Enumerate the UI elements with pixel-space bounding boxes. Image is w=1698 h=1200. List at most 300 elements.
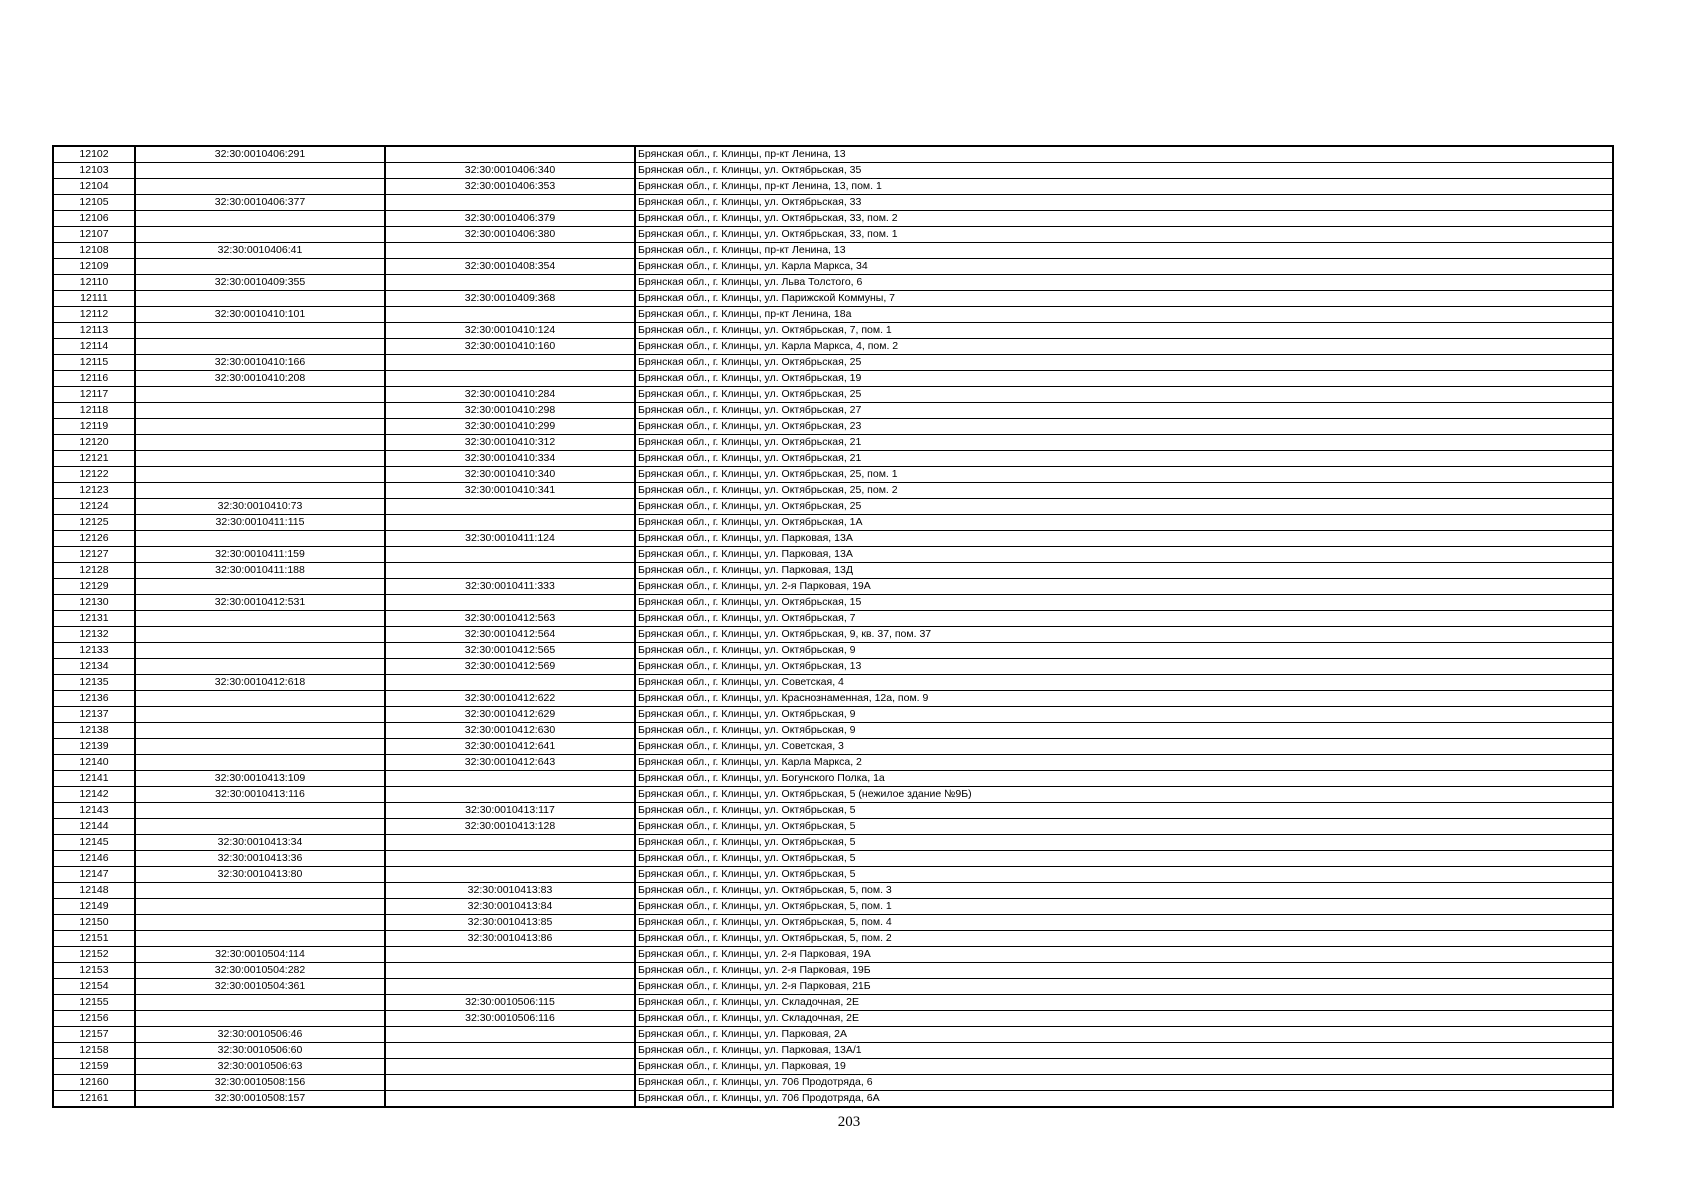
table-row	[53, 947, 1613, 963]
table-row	[53, 403, 1613, 419]
row-number-cell: 12113	[53, 323, 135, 339]
address-cell: Брянская обл., г. Клинцы, ул. Октябрьская, 7, пом. 1	[635, 323, 1613, 339]
related-cadastral-number-cell	[385, 275, 635, 291]
table-row	[53, 867, 1613, 883]
row-number-cell: 12125	[53, 515, 135, 531]
table-row	[53, 146, 1613, 163]
address-cell: Брянская обл., г. Клинцы, ул. Советская, 4	[635, 675, 1613, 691]
row-number-cell: 12126	[53, 531, 135, 547]
table-row	[53, 851, 1613, 867]
cadastral-number-cell	[135, 435, 385, 451]
address-cell: Брянская обл., г. Клинцы, ул. 2-я Парковая, 19А	[635, 947, 1613, 963]
table-row	[53, 211, 1613, 227]
table-row	[53, 515, 1613, 531]
table-row	[53, 355, 1613, 371]
related-cadastral-number-cell: 32:30:0010412:629	[385, 707, 635, 723]
row-number-cell: 12122	[53, 467, 135, 483]
address-cell: Брянская обл., г. Клинцы, ул. Октябрьская, 5	[635, 819, 1613, 835]
address-cell: Брянская обл., г. Клинцы, ул. Октябрьская, 25, пом. 1	[635, 467, 1613, 483]
address-cell: Брянская обл., г. Клинцы, ул. Октябрьская, 25	[635, 499, 1613, 515]
table-row	[53, 1027, 1613, 1043]
table-row	[53, 1043, 1613, 1059]
table-row	[53, 227, 1613, 243]
row-number-cell: 12158	[53, 1043, 135, 1059]
address-cell: Брянская обл., г. Клинцы, ул. Карла Маркса, 2	[635, 755, 1613, 771]
cadastral-number-cell: 32:30:0010410:208	[135, 371, 385, 387]
row-number-cell: 12137	[53, 707, 135, 723]
table-row	[53, 979, 1613, 995]
row-number-cell: 12107	[53, 227, 135, 243]
table-row	[53, 291, 1613, 307]
table-row	[53, 931, 1613, 947]
related-cadastral-number-cell: 32:30:0010413:128	[385, 819, 635, 835]
related-cadastral-number-cell: 32:30:0010412:569	[385, 659, 635, 675]
table-row	[53, 483, 1613, 499]
address-cell: Брянская обл., г. Клинцы, ул. Октябрьская, 5	[635, 851, 1613, 867]
row-number-cell: 12115	[53, 355, 135, 371]
address-cell: Брянская обл., г. Клинцы, ул. Октябрьская, 19	[635, 371, 1613, 387]
row-number-cell: 12141	[53, 771, 135, 787]
address-cell: Брянская обл., г. Клинцы, ул. Парковая, 2А	[635, 1027, 1613, 1043]
table-row	[53, 1075, 1613, 1091]
address-cell: Брянская обл., г. Клинцы, ул. Складочная, 2Е	[635, 1011, 1613, 1027]
related-cadastral-number-cell	[385, 371, 635, 387]
table-row	[53, 819, 1613, 835]
cadastral-number-cell: 32:30:0010412:618	[135, 675, 385, 691]
cadastral-number-cell: 32:30:0010410:73	[135, 499, 385, 515]
table-row	[53, 723, 1613, 739]
cadastral-number-cell	[135, 179, 385, 195]
cadastral-number-cell	[135, 883, 385, 899]
cadastral-number-cell: 32:30:0010410:166	[135, 355, 385, 371]
cadastral-number-cell	[135, 163, 385, 179]
table-row	[53, 451, 1613, 467]
cadastral-number-cell: 32:30:0010406:377	[135, 195, 385, 211]
table-row	[53, 995, 1613, 1011]
address-cell: Брянская обл., г. Клинцы, ул. Октябрьская, 5, пом. 3	[635, 883, 1613, 899]
related-cadastral-number-cell: 32:30:0010412:622	[385, 691, 635, 707]
row-number-cell: 12152	[53, 947, 135, 963]
cadastral-number-cell: 32:30:0010504:114	[135, 947, 385, 963]
row-number-cell: 12109	[53, 259, 135, 275]
row-number-cell: 12106	[53, 211, 135, 227]
related-cadastral-number-cell: 32:30:0010408:354	[385, 259, 635, 275]
related-cadastral-number-cell: 32:30:0010412:564	[385, 627, 635, 643]
address-cell: Брянская обл., г. Клинцы, пр-кт Ленина, 13	[635, 146, 1613, 163]
row-number-cell: 12124	[53, 499, 135, 515]
table-row	[53, 835, 1613, 851]
address-cell: Брянская обл., г. Клинцы, ул. 2-я Парковая, 19Б	[635, 963, 1613, 979]
table-row	[53, 339, 1613, 355]
address-cell: Брянская обл., г. Клинцы, ул. 706 Продотряда, 6	[635, 1075, 1613, 1091]
cadastral-number-cell: 32:30:0010406:291	[135, 146, 385, 163]
table-row	[53, 323, 1613, 339]
row-number-cell: 12133	[53, 643, 135, 659]
cadastral-number-cell	[135, 531, 385, 547]
address-cell: Брянская обл., г. Клинцы, ул. Октябрьская, 5 (нежилое здание №9Б)	[635, 787, 1613, 803]
cadastral-number-cell: 32:30:0010508:156	[135, 1075, 385, 1091]
cadastral-number-cell	[135, 291, 385, 307]
property-register-table	[52, 145, 1614, 1108]
address-cell: Брянская обл., г. Клинцы, ул. Октябрьская, 7	[635, 611, 1613, 627]
address-cell: Брянская обл., г. Клинцы, ул. Советская, 3	[635, 739, 1613, 755]
cadastral-number-cell: 32:30:0010412:531	[135, 595, 385, 611]
table-row	[53, 803, 1613, 819]
cadastral-number-cell	[135, 915, 385, 931]
related-cadastral-number-cell	[385, 771, 635, 787]
table-row	[53, 179, 1613, 195]
table-row	[53, 387, 1613, 403]
related-cadastral-number-cell: 32:30:0010410:334	[385, 451, 635, 467]
cadastral-number-cell: 32:30:0010504:282	[135, 963, 385, 979]
row-number-cell: 12130	[53, 595, 135, 611]
table-row	[53, 195, 1613, 211]
cadastral-number-cell	[135, 403, 385, 419]
address-cell: Брянская обл., г. Клинцы, ул. Октябрьская, 9	[635, 707, 1613, 723]
cadastral-number-cell	[135, 579, 385, 595]
address-cell: Брянская обл., г. Клинцы, ул. Октябрьская, 9, кв. 37, пом. 37	[635, 627, 1613, 643]
row-number-cell: 12140	[53, 755, 135, 771]
related-cadastral-number-cell: 32:30:0010412:565	[385, 643, 635, 659]
row-number-cell: 12161	[53, 1091, 135, 1108]
table-row	[53, 755, 1613, 771]
related-cadastral-number-cell	[385, 979, 635, 995]
table-row	[53, 275, 1613, 291]
address-cell: Брянская обл., г. Клинцы, ул. Октябрьская, 5, пом. 2	[635, 931, 1613, 947]
cadastral-number-cell: 32:30:0010413:34	[135, 835, 385, 851]
cadastral-number-cell: 32:30:0010506:63	[135, 1059, 385, 1075]
table-row	[53, 563, 1613, 579]
related-cadastral-number-cell: 32:30:0010410:298	[385, 403, 635, 419]
related-cadastral-number-cell: 32:30:0010410:160	[385, 339, 635, 355]
table-row	[53, 499, 1613, 515]
address-cell: Брянская обл., г. Клинцы, ул. Карла Маркса, 34	[635, 259, 1613, 275]
related-cadastral-number-cell	[385, 307, 635, 323]
table-row	[53, 595, 1613, 611]
page-number: 203	[837, 1114, 861, 1130]
cadastral-number-cell	[135, 611, 385, 627]
cadastral-number-cell: 32:30:0010413:109	[135, 771, 385, 787]
table-row	[53, 1059, 1613, 1075]
related-cadastral-number-cell	[385, 243, 635, 259]
table-row	[53, 467, 1613, 483]
table-row	[53, 371, 1613, 387]
cadastral-number-cell	[135, 995, 385, 1011]
cadastral-number-cell	[135, 659, 385, 675]
row-number-cell: 12105	[53, 195, 135, 211]
cadastral-number-cell	[135, 707, 385, 723]
related-cadastral-number-cell: 32:30:0010406:353	[385, 179, 635, 195]
address-cell: Брянская обл., г. Клинцы, пр-кт Ленина, 13, пом. 1	[635, 179, 1613, 195]
related-cadastral-number-cell	[385, 195, 635, 211]
table-row	[53, 643, 1613, 659]
address-cell: Брянская обл., г. Клинцы, ул. Октябрьская, 5	[635, 835, 1613, 851]
address-cell: Брянская обл., г. Клинцы, ул. Октябрьская, 1А	[635, 515, 1613, 531]
related-cadastral-number-cell	[385, 499, 635, 515]
cadastral-number-cell: 32:30:0010506:60	[135, 1043, 385, 1059]
related-cadastral-number-cell: 32:30:0010413:84	[385, 899, 635, 915]
cadastral-number-cell	[135, 691, 385, 707]
address-cell: Брянская обл., г. Клинцы, ул. Октябрьская, 21	[635, 435, 1613, 451]
row-number-cell: 12138	[53, 723, 135, 739]
address-cell: Брянская обл., г. Клинцы, ул. Богунского Полка, 1а	[635, 771, 1613, 787]
table-row	[53, 739, 1613, 755]
address-cell: Брянская обл., г. Клинцы, ул. Октябрьская, 33	[635, 195, 1613, 211]
cadastral-number-cell: 32:30:0010413:80	[135, 867, 385, 883]
address-cell: Брянская обл., г. Клинцы, ул. Октябрьская, 35	[635, 163, 1613, 179]
address-cell: Брянская обл., г. Клинцы, ул. 706 Продотряда, 6А	[635, 1091, 1613, 1108]
table-row	[53, 547, 1613, 563]
related-cadastral-number-cell: 32:30:0010411:333	[385, 579, 635, 595]
row-number-cell: 12104	[53, 179, 135, 195]
related-cadastral-number-cell	[385, 675, 635, 691]
row-number-cell: 12136	[53, 691, 135, 707]
table-row	[53, 1011, 1613, 1027]
row-number-cell: 12139	[53, 739, 135, 755]
address-cell: Брянская обл., г. Клинцы, ул. Октябрьская, 25	[635, 355, 1613, 371]
table-row	[53, 787, 1613, 803]
related-cadastral-number-cell: 32:30:0010411:124	[385, 531, 635, 547]
address-cell: Брянская обл., г. Клинцы, ул. Парковая, 19	[635, 1059, 1613, 1075]
row-number-cell: 12132	[53, 627, 135, 643]
row-number-cell: 12102	[53, 146, 135, 163]
related-cadastral-number-cell	[385, 1059, 635, 1075]
row-number-cell: 12135	[53, 675, 135, 691]
related-cadastral-number-cell: 32:30:0010506:116	[385, 1011, 635, 1027]
related-cadastral-number-cell	[385, 547, 635, 563]
address-cell: Брянская обл., г. Клинцы, ул. Октябрьская, 9	[635, 723, 1613, 739]
related-cadastral-number-cell	[385, 867, 635, 883]
address-cell: Брянская обл., г. Клинцы, ул. Парижской Коммуны, 7	[635, 291, 1613, 307]
row-number-cell: 12134	[53, 659, 135, 675]
related-cadastral-number-cell: 32:30:0010412:643	[385, 755, 635, 771]
table-row	[53, 707, 1613, 723]
table-row	[53, 163, 1613, 179]
row-number-cell: 12160	[53, 1075, 135, 1091]
cadastral-number-cell	[135, 467, 385, 483]
address-cell: Брянская обл., г. Клинцы, ул. 2-я Парковая, 21Б	[635, 979, 1613, 995]
cadastral-number-cell	[135, 723, 385, 739]
related-cadastral-number-cell: 32:30:0010413:83	[385, 883, 635, 899]
address-cell: Брянская обл., г. Клинцы, ул. Парковая, 13А	[635, 531, 1613, 547]
cadastral-number-cell: 32:30:0010504:361	[135, 979, 385, 995]
row-number-cell: 12129	[53, 579, 135, 595]
cadastral-number-cell	[135, 627, 385, 643]
address-cell: Брянская обл., г. Клинцы, ул. Октябрьская, 15	[635, 595, 1613, 611]
row-number-cell: 12110	[53, 275, 135, 291]
cadastral-number-cell	[135, 483, 385, 499]
related-cadastral-number-cell: 32:30:0010410:340	[385, 467, 635, 483]
table-row	[53, 1091, 1613, 1108]
table-row	[53, 963, 1613, 979]
address-cell: Брянская обл., г. Клинцы, ул. Октябрьская, 9	[635, 643, 1613, 659]
address-cell: Брянская обл., г. Клинцы, пр-кт Ленина, 18а	[635, 307, 1613, 323]
table-row	[53, 611, 1613, 627]
table-row	[53, 675, 1613, 691]
address-cell: Брянская обл., г. Клинцы, ул. 2-я Парковая, 19А	[635, 579, 1613, 595]
cadastral-number-cell	[135, 819, 385, 835]
cadastral-number-cell: 32:30:0010411:188	[135, 563, 385, 579]
row-number-cell: 12123	[53, 483, 135, 499]
address-cell: Брянская обл., г. Клинцы, ул. Октябрьская, 5, пом. 1	[635, 899, 1613, 915]
cadastral-number-cell: 32:30:0010506:46	[135, 1027, 385, 1043]
row-number-cell: 12151	[53, 931, 135, 947]
cadastral-number-cell	[135, 419, 385, 435]
table-row	[53, 435, 1613, 451]
table-row	[53, 419, 1613, 435]
address-cell: Брянская обл., г. Клинцы, ул. Октябрьская, 33, пом. 2	[635, 211, 1613, 227]
cadastral-number-cell	[135, 1011, 385, 1027]
row-number-cell: 12128	[53, 563, 135, 579]
address-cell: Брянская обл., г. Клинцы, ул. Парковая, 13А/1	[635, 1043, 1613, 1059]
related-cadastral-number-cell: 32:30:0010410:284	[385, 387, 635, 403]
cadastral-number-cell	[135, 803, 385, 819]
row-number-cell: 12145	[53, 835, 135, 851]
table-row	[53, 307, 1613, 323]
related-cadastral-number-cell: 32:30:0010412:563	[385, 611, 635, 627]
address-cell: Брянская обл., г. Клинцы, ул. Октябрьская, 25	[635, 387, 1613, 403]
row-number-cell: 12114	[53, 339, 135, 355]
row-number-cell: 12116	[53, 371, 135, 387]
related-cadastral-number-cell	[385, 355, 635, 371]
row-number-cell: 12111	[53, 291, 135, 307]
row-number-cell: 12143	[53, 803, 135, 819]
related-cadastral-number-cell	[385, 835, 635, 851]
address-cell: Брянская обл., г. Клинцы, ул. Парковая, 13А	[635, 547, 1613, 563]
row-number-cell: 12118	[53, 403, 135, 419]
address-cell: Брянская обл., г. Клинцы, ул. Октябрьская, 23	[635, 419, 1613, 435]
cadastral-number-cell	[135, 259, 385, 275]
related-cadastral-number-cell: 32:30:0010406:380	[385, 227, 635, 243]
row-number-cell: 12117	[53, 387, 135, 403]
related-cadastral-number-cell: 32:30:0010413:86	[385, 931, 635, 947]
row-number-cell: 12144	[53, 819, 135, 835]
related-cadastral-number-cell	[385, 146, 635, 163]
cadastral-number-cell: 32:30:0010409:355	[135, 275, 385, 291]
row-number-cell: 12150	[53, 915, 135, 931]
row-number-cell: 12112	[53, 307, 135, 323]
table-row	[53, 691, 1613, 707]
cadastral-number-cell	[135, 739, 385, 755]
cadastral-number-cell: 32:30:0010413:116	[135, 787, 385, 803]
related-cadastral-number-cell	[385, 1027, 635, 1043]
table-row	[53, 771, 1613, 787]
row-number-cell: 12142	[53, 787, 135, 803]
table-row	[53, 243, 1613, 259]
related-cadastral-number-cell: 32:30:0010506:115	[385, 995, 635, 1011]
related-cadastral-number-cell: 32:30:0010410:299	[385, 419, 635, 435]
related-cadastral-number-cell: 32:30:0010410:124	[385, 323, 635, 339]
row-number-cell: 12127	[53, 547, 135, 563]
address-cell: Брянская обл., г. Клинцы, ул. Складочная, 2Е	[635, 995, 1613, 1011]
related-cadastral-number-cell	[385, 963, 635, 979]
related-cadastral-number-cell	[385, 1091, 635, 1108]
address-cell: Брянская обл., г. Клинцы, ул. Октябрьская, 27	[635, 403, 1613, 419]
table-row	[53, 579, 1613, 595]
row-number-cell: 12156	[53, 1011, 135, 1027]
related-cadastral-number-cell: 32:30:0010406:379	[385, 211, 635, 227]
cadastral-number-cell	[135, 339, 385, 355]
cadastral-number-cell	[135, 451, 385, 467]
related-cadastral-number-cell	[385, 1075, 635, 1091]
related-cadastral-number-cell: 32:30:0010413:117	[385, 803, 635, 819]
cadastral-number-cell	[135, 227, 385, 243]
address-cell: Брянская обл., г. Клинцы, ул. Краснознаменная, 12а, пом. 9	[635, 691, 1613, 707]
address-cell: Брянская обл., г. Клинцы, ул. Октябрьская, 5, пом. 4	[635, 915, 1613, 931]
row-number-cell: 12119	[53, 419, 135, 435]
cadastral-number-cell	[135, 387, 385, 403]
address-cell: Брянская обл., г. Клинцы, ул. Октябрьская, 25, пом. 2	[635, 483, 1613, 499]
cadastral-number-cell	[135, 323, 385, 339]
related-cadastral-number-cell: 32:30:0010410:312	[385, 435, 635, 451]
cadastral-number-cell	[135, 643, 385, 659]
cadastral-number-cell	[135, 755, 385, 771]
cadastral-number-cell	[135, 211, 385, 227]
cadastral-number-cell: 32:30:0010406:41	[135, 243, 385, 259]
address-cell: Брянская обл., г. Клинцы, ул. Парковая, 13Д	[635, 563, 1613, 579]
row-number-cell: 12146	[53, 851, 135, 867]
related-cadastral-number-cell	[385, 851, 635, 867]
related-cadastral-number-cell: 32:30:0010412:641	[385, 739, 635, 755]
row-number-cell: 12157	[53, 1027, 135, 1043]
address-cell: Брянская обл., г. Клинцы, ул. Октябрьская, 13	[635, 659, 1613, 675]
address-cell: Брянская обл., г. Клинцы, ул. Октябрьская, 5	[635, 867, 1613, 883]
address-cell: Брянская обл., г. Клинцы, ул. Октябрьская, 5	[635, 803, 1613, 819]
cadastral-number-cell	[135, 899, 385, 915]
related-cadastral-number-cell: 32:30:0010410:341	[385, 483, 635, 499]
row-number-cell: 12147	[53, 867, 135, 883]
related-cadastral-number-cell	[385, 1043, 635, 1059]
table-row	[53, 259, 1613, 275]
cadastral-number-cell: 32:30:0010410:101	[135, 307, 385, 323]
related-cadastral-number-cell	[385, 515, 635, 531]
cadastral-number-cell: 32:30:0010411:159	[135, 547, 385, 563]
row-number-cell: 12153	[53, 963, 135, 979]
table-row	[53, 659, 1613, 675]
table-row	[53, 883, 1613, 899]
table-row	[53, 627, 1613, 643]
address-cell: Брянская обл., г. Клинцы, ул. Октябрьская, 33, пом. 1	[635, 227, 1613, 243]
row-number-cell: 12154	[53, 979, 135, 995]
related-cadastral-number-cell	[385, 787, 635, 803]
cadastral-number-cell: 32:30:0010411:115	[135, 515, 385, 531]
address-cell: Брянская обл., г. Клинцы, ул. Льва Толстого, 6	[635, 275, 1613, 291]
related-cadastral-number-cell: 32:30:0010406:340	[385, 163, 635, 179]
table-row	[53, 899, 1613, 915]
row-number-cell: 12103	[53, 163, 135, 179]
row-number-cell: 12120	[53, 435, 135, 451]
table-row	[53, 915, 1613, 931]
address-cell: Брянская обл., г. Клинцы, ул. Октябрьская, 21	[635, 451, 1613, 467]
row-number-cell: 12108	[53, 243, 135, 259]
related-cadastral-number-cell	[385, 947, 635, 963]
row-number-cell: 12131	[53, 611, 135, 627]
table-row	[53, 531, 1613, 547]
related-cadastral-number-cell	[385, 563, 635, 579]
related-cadastral-number-cell: 32:30:0010409:368	[385, 291, 635, 307]
cadastral-number-cell: 32:30:0010413:36	[135, 851, 385, 867]
address-cell: Брянская обл., г. Клинцы, пр-кт Ленина, 13	[635, 243, 1613, 259]
cadastral-number-cell: 32:30:0010508:157	[135, 1091, 385, 1108]
row-number-cell: 12121	[53, 451, 135, 467]
related-cadastral-number-cell: 32:30:0010413:85	[385, 915, 635, 931]
row-number-cell: 12155	[53, 995, 135, 1011]
cadastral-number-cell	[135, 931, 385, 947]
register-table-body	[53, 146, 1613, 1107]
row-number-cell: 12159	[53, 1059, 135, 1075]
address-cell: Брянская обл., г. Клинцы, ул. Карла Маркса, 4, пом. 2	[635, 339, 1613, 355]
row-number-cell: 12149	[53, 899, 135, 915]
